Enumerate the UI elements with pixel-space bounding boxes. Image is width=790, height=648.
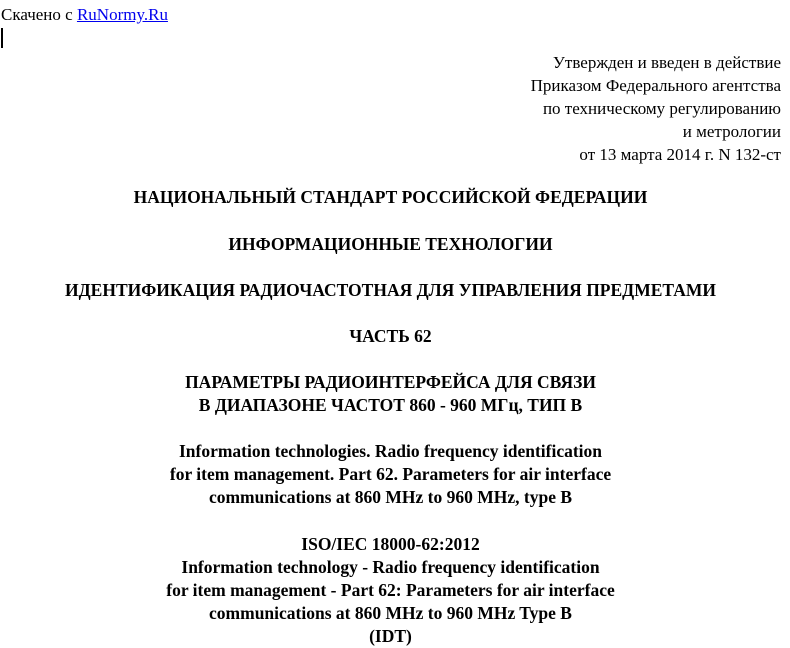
approval-line: и метрологии: [682, 122, 781, 141]
iso-title-line: communications at 860 MHz to 960 MHz Type B: [209, 603, 572, 623]
rfid-heading: ИДЕНТИФИКАЦИЯ РАДИОЧАСТОТНАЯ ДЛЯ УПРАВЛЕНИЯ ПРЕДМЕТАМИ: [65, 280, 716, 300]
iso-reference: [0, 533, 781, 648]
approval-date-line: от 13 марта 2014 г. N 132-ст: [579, 145, 781, 164]
iso-title-line: for item management - Part 62: Parameters for air interface: [166, 580, 615, 600]
approval-line: по техническому регулированию: [542, 99, 781, 118]
english-title-line: for item management. Part 62. Parameters for air interface: [169, 464, 612, 484]
iso-number: ISO/IEC 18000-62:2012: [301, 534, 480, 554]
part-heading: ЧАСТЬ 62: [349, 326, 432, 346]
it-heading: ИНФОРМАЦИОННЫЕ ТЕХНОЛОГИИ: [228, 234, 553, 254]
approval-line: Приказом Федерального агентства: [530, 76, 781, 95]
download-source-prefix: Скачено с: [1, 5, 77, 24]
download-source-line: [1, 5, 168, 25]
params-heading: [0, 371, 781, 417]
approval-line: Утвержден и введен в действие: [552, 53, 781, 72]
national-standard-heading: НАЦИОНАЛЬНЫЙ СТАНДАРТ РОССИЙСКОЙ ФЕДЕРАЦИИ: [133, 187, 648, 207]
english-title-line: Information technologies. Radio frequency identification: [178, 441, 603, 461]
runormy-link[interactable]: RuNormy.Ru: [76, 5, 168, 24]
approval-block: [531, 51, 781, 166]
params-heading-line: ПАРАМЕТРЫ РАДИОИНТЕРФЕЙСА ДЛЯ СВЯЗИ: [185, 372, 596, 392]
iso-title-line: Information technology - Radio frequency identification: [181, 557, 600, 577]
text-cursor: [1, 28, 3, 48]
idt-marker: (IDT): [369, 626, 412, 646]
english-title-line: communications at 860 MHz to 960 MHz, type B: [208, 487, 573, 507]
english-title: [0, 440, 781, 509]
params-heading-line: В ДИАПАЗОНЕ ЧАСТОТ 860 - 960 МГц, ТИП B: [198, 395, 583, 415]
